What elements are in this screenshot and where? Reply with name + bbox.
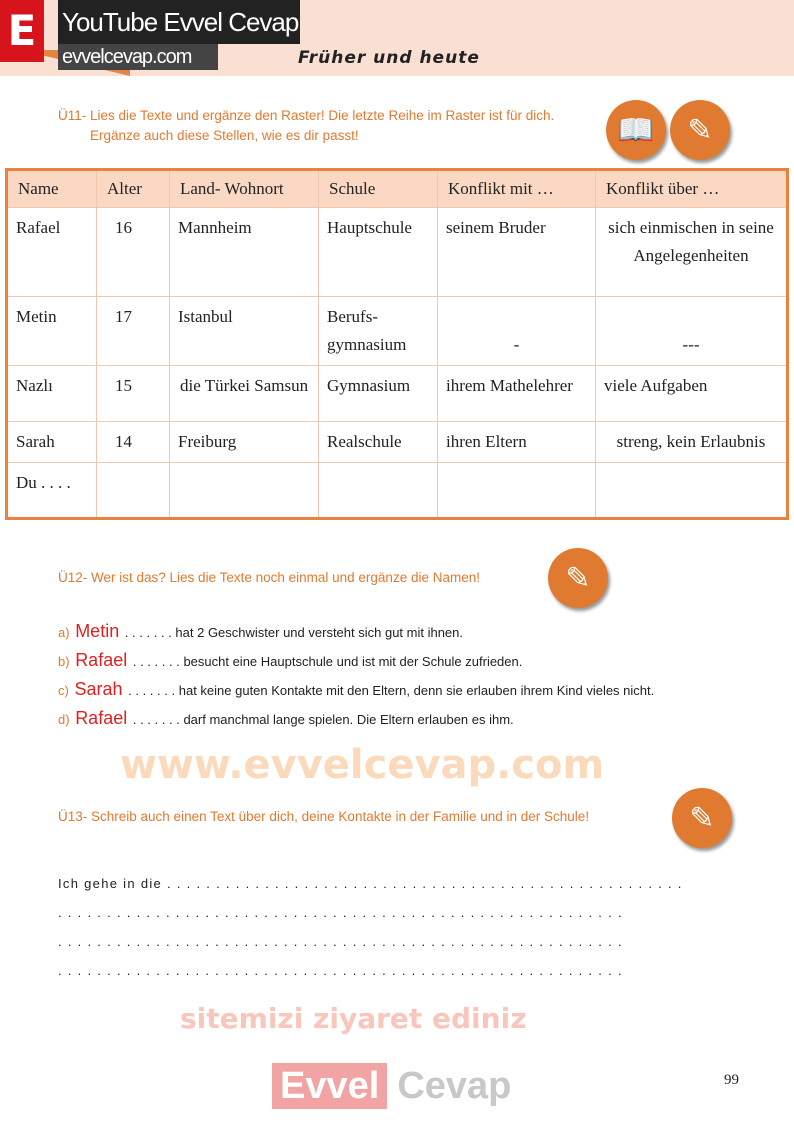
cell: Realschule (319, 422, 438, 463)
writing-line[interactable]: . . . . . . . . . . . . . . . . . . . . . . . . . . . . . . . . . . . . . . . . . . . . . . . . . . . . . . . . . . (58, 934, 623, 949)
watermark: www.evvelcevap.com (120, 742, 605, 788)
cell: Sarah (7, 422, 97, 463)
header-cell: Land- Wohnort (170, 170, 319, 208)
cell: ihren Eltern (438, 422, 596, 463)
item-answer[interactable]: Rafael (75, 708, 128, 728)
cell: Berufs- gymnasium (319, 297, 438, 366)
header-cell: Name (7, 170, 97, 208)
item-text: hat keine guten Kontakte mit den Eltern, denn sie erlauben ihrem Kind vieles nicht. (178, 683, 655, 698)
u11-line2: Ergänze auch diese Stellen, wie es dir passt! (90, 128, 359, 143)
cell: Du . . . . (7, 463, 97, 519)
item-label: d) (58, 712, 70, 727)
cell: 15 (97, 366, 170, 422)
pencil-icon: ✎ (548, 548, 608, 608)
u12-item (58, 649, 522, 673)
empty-cell[interactable] (319, 463, 438, 519)
writing-line[interactable]: . . . . . . . . . . . . . . . . . . . . . . . . . . . . . . . . . . . . . . . . . . . . . . . . . . . . . . . . . . (58, 963, 623, 978)
item-answer[interactable]: Rafael (75, 650, 128, 670)
u13-title: Ü13- Schreib auch einen Text über dich, deine Kontakte in der Familie und in der Schule! (58, 809, 590, 824)
item-label: c) (58, 683, 69, 698)
table-row-you (7, 463, 788, 519)
cell: Rafael (7, 208, 97, 297)
pencil-icon: ✎ (670, 100, 730, 160)
u12-item (58, 678, 654, 702)
item-text: darf manchmal lange spielen. Die Eltern erlauben es ihm. (183, 712, 514, 727)
cell: seinem Bruder (438, 208, 596, 297)
item-answer[interactable]: Sarah (74, 679, 123, 699)
table-header-row (7, 170, 788, 208)
u12-item (58, 620, 463, 644)
table-row (7, 297, 788, 366)
header-cell: Konflikt über … (596, 170, 788, 208)
info-table (5, 168, 789, 520)
page-number: 99 (724, 1072, 739, 1088)
cell: - (438, 297, 596, 366)
footer-evvel: Evvel (272, 1063, 387, 1109)
footer-cevap: Cevap (397, 1064, 512, 1107)
logo: E (0, 0, 44, 62)
cell: 16 (97, 208, 170, 297)
cell: Freiburg (170, 422, 319, 463)
cell: 14 (97, 422, 170, 463)
table-row (7, 422, 788, 463)
u12-title: Ü12- Wer ist das? Lies die Texte noch einmal und ergänze die Namen! (58, 570, 480, 585)
cell: Hauptschule (319, 208, 438, 297)
header-cell: Schule (319, 170, 438, 208)
item-text: hat 2 Geschwister und versteht sich gut mit ihnen. (175, 625, 464, 640)
cell: Gymnasium (319, 366, 438, 422)
item-dots: . . . . . . . (128, 683, 176, 698)
youtube-label: YouTube Evvel Cevap (58, 0, 300, 44)
cell: 17 (97, 297, 170, 366)
empty-cell[interactable] (97, 463, 170, 519)
item-label: a) (58, 625, 70, 640)
cell: Istanbul (170, 297, 319, 366)
pencil-icon: ✎ (672, 788, 732, 848)
cell: Metin (7, 297, 97, 366)
cell: die Türkei Samsun (170, 366, 319, 422)
chapter-title: Früher und heute (298, 48, 480, 68)
site-label: evvelcevap.com (58, 44, 218, 70)
cell: Mannheim (170, 208, 319, 297)
table-row (7, 208, 788, 297)
u11-line1: Ü11- Lies die Texte und ergänze den Raster! Die letzte Reihe im Raster ist für dich. (58, 108, 555, 123)
cell: --- (596, 297, 788, 366)
empty-cell[interactable] (170, 463, 319, 519)
u11-instruction (58, 106, 554, 146)
empty-cell[interactable] (596, 463, 788, 519)
item-dots: . . . . . . . (124, 625, 172, 640)
watermark-sub: sitemizi ziyaret ediniz (180, 1002, 527, 1035)
header-cell: Konflikt mit … (438, 170, 596, 208)
table-row (7, 366, 788, 422)
cell: Nazlı (7, 366, 97, 422)
cell: viele Aufgaben (596, 366, 788, 422)
item-dots: . . . . . . . (132, 654, 180, 669)
book-icon: 📖 (606, 100, 666, 160)
item-answer[interactable]: Metin (75, 621, 120, 641)
writing-line[interactable]: Ich gehe in die . . . . . . . . . . . . . . . . . . . . . . . . . . . . . . . . . . . . . . . . . . . . . . . . . . . . . (58, 876, 683, 891)
cell: sich einmischen in seine Angelegenheiten (596, 208, 788, 297)
header-cell: Alter (97, 170, 170, 208)
cell: ihrem Mathelehrer (438, 366, 596, 422)
cell: streng, kein Erlaubnis (596, 422, 788, 463)
footer-logo (272, 1063, 511, 1109)
empty-cell[interactable] (438, 463, 596, 519)
item-text: besucht eine Hauptschule und ist mit der Schule zufrieden. (183, 654, 523, 669)
item-label: b) (58, 654, 70, 669)
u12-item (58, 707, 514, 731)
item-dots: . . . . . . . (132, 712, 180, 727)
writing-line[interactable]: . . . . . . . . . . . . . . . . . . . . . . . . . . . . . . . . . . . . . . . . . . . . . . . . . . . . . . . . . . (58, 905, 623, 920)
